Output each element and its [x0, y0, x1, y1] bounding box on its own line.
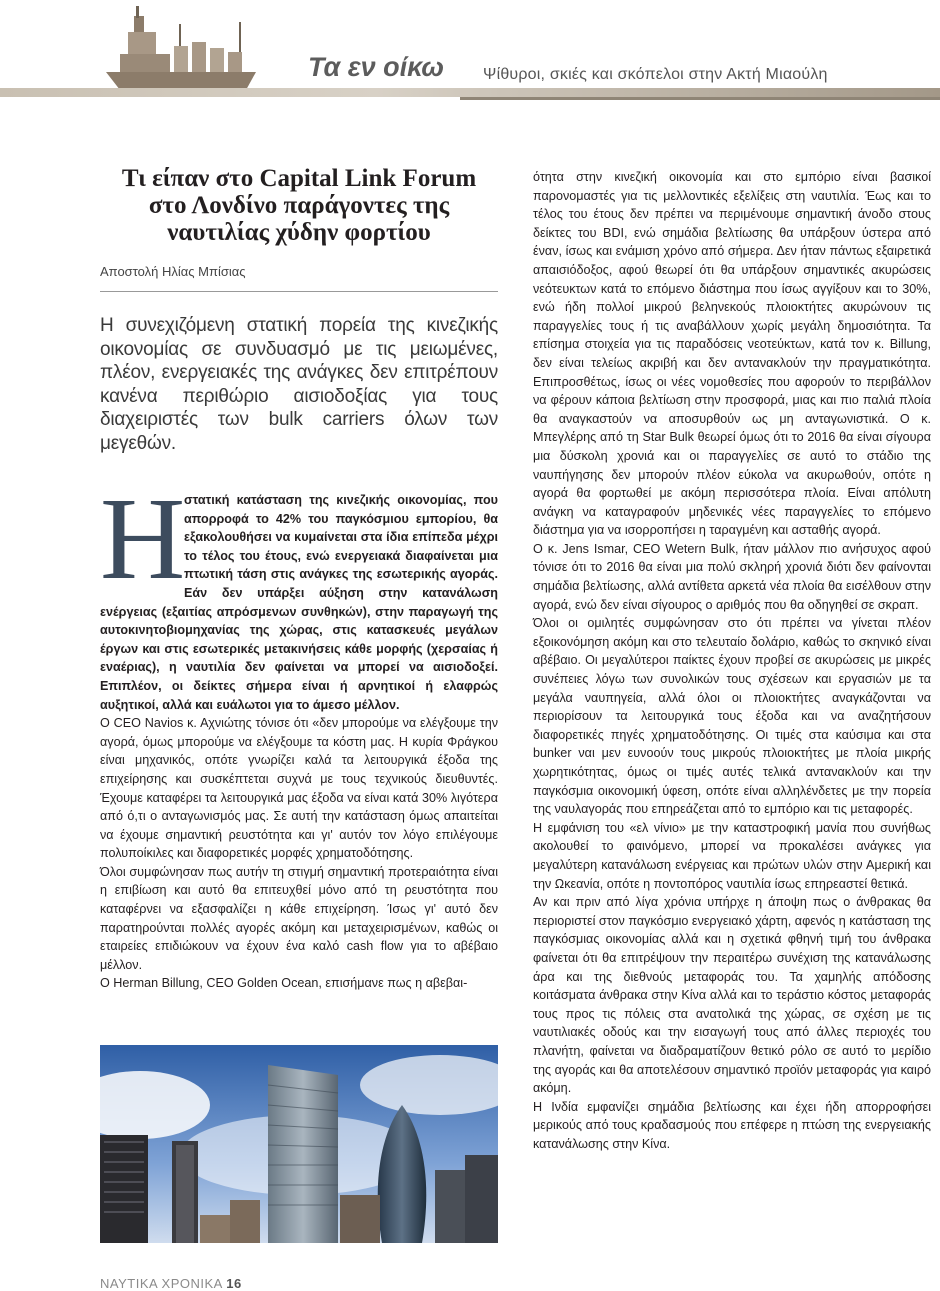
paragraph: Η εμφάνιση του «ελ νίνιο» με την καταστροφική μανία που συνήθως ακολουθεί το φαινόμενο, μπορεί να προκαλέσει ανάγκες για μεγαλύτερη κατανάλωση ενέργειας και πρώτων υλών στην Αμερική και την Ωκεανία, οπότε η ποντοπόρος ναυτιλία ίσως επηρεαστεί θετικά. [533, 820, 931, 891]
paragraph: Ο Herman Billung, CEO Golden Ocean, επισήμανε πως η αβεβαι- [100, 976, 468, 991]
header-underline [460, 97, 940, 100]
left-column [100, 165, 498, 993]
paragraph: Αν και πριν από λίγα χρόνια υπήρχε η άποψη πως ο άνθρακας θα περιοριστεί στον παγκόσμιο ενεργειακό χάρτη, αφενός η κατάσταση της παγκόσμιας οικονομίας αλλά και η σχετικά φθηνή τιμή του άνθρακα φαίνεται ότι θα επιτρέψουν την περαιτέρω συνέχιση της κατανάλωσης άρα και της διεθνούς μεταφοράς του. Τα χαμηλής απόδοσης κοιτάσματα άνθρακα στην Κίνα αλλά και το τεράστιο κόστος μεταφοράς τους προς τις πόλεις στα ανατολικά της χώρας, σε σχέση με τις ναυτιλιακές οδούς και την εισαγωγή τους από άλλες περιοχές του πλανήτη, φαίνεται να διαδραματίζουν θετικό ρόλο σε αυτό το μερίδιο της αγοράς και θα αποτελέσουν σημαντικό προϊόν μεταφοράς για καιρό ακόμη. [533, 895, 931, 1096]
page-header [0, 0, 940, 100]
section-subtitle: Ψίθυροι, σκιές και σκόπελοι στην Ακτή Μιαούλη [483, 66, 828, 83]
paragraph: Ο κ. Jens Ismar, CEO Wetern Bulk, ήταν μάλλον πιο ανήσυχος αφού τόνισε ότι το 2016 θα είναι μια πολύ σκληρή χρονιά διότι δεν φαίνονται σημάδια βελτίωσης, αλλά αντίθετα αρκετά νέα πλοία θα εισέλθουν στην αγορά, ενώ δεν είναι σίγουρος ο αριθμός που θα οδηγηθεί σε σκραπ. [533, 541, 931, 612]
article-body-left [100, 473, 498, 993]
magazine-name: ΝΑΥΤΙΚΑ ΧΡΟΝΙΚΑ [100, 1276, 223, 1291]
intro-paragraph [100, 473, 498, 714]
article-title: Τι είπαν στο Capital Link Forum στο Λονδίνο παράγοντες της ναυτιλίας χύδην φορτίου [121, 165, 477, 246]
city-skyline-photo [100, 1045, 498, 1243]
paragraph: Όλοι συμφώνησαν πως αυτήν τη στιγμή σημαντική προτεραιότητα είναι η επιβίωση και αυτό θα επιτευχθεί μόνο από τη ρευστότητα που καταφέρνει να εξασφαλίζει η κάθε επιχείρηση. Ίσως γι' αυτό δεν παρατηρούνται πολλές αγορές ακόμη και μεταχειρισμένων, καθώς οι εταιρείες επιδιώκουν να έχουν ένα καλό cash flow για το αβέβαιο μέλλον. [100, 864, 498, 972]
ship-icon [100, 2, 265, 94]
paragraph: Η Ινδία εμφανίζει σημάδια βελτίωσης και έχει ήδη απορροφήσει μερικούς από τους κραδασμούς που επέφερε η πτώση της ενεργειακής κατανάλωσης στην Κίνα. [533, 1099, 931, 1151]
article-byline: Αποστολή Ηλίας Μπίσιας [100, 264, 246, 279]
right-column [533, 168, 931, 1153]
byline-divider [100, 291, 498, 292]
intro-text: στατική κατάσταση της κινεζικής οικονομίας, που απορροφά το 42% του παγκόσμιου εμπορίου, θα εξακολουθήσει να κυμαίνεται στα ίδια επίπεδα μέχρι το τέλος του έτους, ενώ ενεργειακά διαφαίνεται μια πτωτική τάση στις ανάγκες της εσωτερικής αγοράς. Εάν δεν υπάρξει αύξηση στην κατανάλωση ενέργειας (εξαιτίας απρόσμενων συνθηκών), στην παραγωγή της αυτοκινητοβιομηχανίας της χώρας, στις κατασκευές μεγάλων έργων και στις εσωτερικές μετακινήσεις κάθε μορφής (χερσαίας ή εναέριας), η ναυτιλία δεν φαίνεται να μπορεί να αισιοδοξεί. Επιπλέον, οι δείκτες σήμερα είναι ή αρνητικοί ή ελαφρώς αυξητικοί, αλλά και ευάλωτοι για το άμεσο μέλλον. [100, 493, 498, 712]
paragraph: Ο CEO Navios κ. Αχνιώτης τόνισε ότι «δεν μπορούμε να ελέγξουμε την αγορά, όμως μπορούμε να ελέγξουμε τα κόστη μας. Η κυρία Φράγκου είναι μηχανικός, οπότε γνωρίζει καλά τα λειτουργικά έξοδα της επιχείρησης και συσκέπτεται συχνά με τους τεχνικούς διευθυντές. Έχουμε καταφέρει τα λειτουργικά μας έξοδα να είναι κατά 30% λιγότερα από ό,τι ο ανταγωνισμός μας. Σε αυτή την κατάσταση όμως απαιτείται να έχουμε σημαντική ρευστότητα και γι' αυτόν τον λόγο επιλέγουμε πολυποίκιλες και διαφορετικές μορφές χρηματοδότησης. [100, 716, 498, 861]
page-number: 16 [226, 1276, 242, 1291]
article-lead: Η συνεχιζόμενη στατική πορεία της κινεζικής οικονομίας σε συνδυασμό με τις μειωμένες, πλέον, ενεργειακές της ανάγκες δεν επιτρέπουν κανένα περιθώριο αισιοδοξίας για τους διαχειριστές των bulk carriers όλων των μεγεθών. [100, 315, 498, 454]
paragraph: ότητα στην κινεζική οικονομία και στο εμπόριο είναι βασικοί παρονομαστές για τις μελλοντικές εξελίξεις στη ναυτιλία. Έως και το τέλος του έτους δεν πρέπει να περιμένουμε σημαντική άνοδο στους δείκτες του BDI, ενώ σημάδια βελτίωσης θα υπάρξουν ύστερα από έναν, ίσως και ενάμιση χρόνο από σήμερα. Δεν ήταν πάντως εξαιρετικά απαισιόδοξος, αφού θεωρεί ότι θα υπάρξουν σημαντικές ακυρώσεις νεότευκτων κατά το επόμενο διάστημα που ίσως αγγίξουν και το 30%, ενώ ήδη πολλοί μικρού βεληνεκούς πλοιοκτήτες ακυρώνουν τις παραγγελίες τους ή τις αναβάλλουν χωρίς μεγάλη δημοσιότητα. Τα επίσημα στοιχεία για τις παραδόσεις νεοτεύκτων, κατά τον κ. Billung, δεν είναι τελείως ακριβή και δεν αντανακλούν την πραγματικότητα. Επιπροσθέτως, ίσως οι νέες νομοθεσίες που αφορούν το περιβάλλον να φέρουν κάποια βελτίωση στην προσφορά, μιας και πιο παλιά πλοία θα αναγκαστούν να αποσυρθούν ως μη ανταγωνιστικά. Ο κ. Μπεγλέρης από τη Star Bulk θεωρεί όμως ότι το 2016 θα είναι σίγουρα μια δύσκολη χρονιά και οι παραγγελίες σε αυτό το στάδιο της ναυπήγησης δεν μπορούν πλέον εύκολα να ακυρωθούν, οπότε η αγορά θα φορτωθεί με ακόμη περισσότερα πλοία. Είναι απόλυτη ανάγκη να καταγραφούν μηδενικές νέες παραγγελίες το επόμενο διάστημα για να ισορροπήσει η ταραγμένη και ασταθής αγορά. [533, 170, 931, 538]
paragraph: Όλοι οι ομιλητές συμφώνησαν στο ότι πρέπει να γίνεται πλέον εξοικονόμηση ακόμη και στο τελευταίο δολάριο, καθώς το σκηνικό είναι αβέβαιο. Οι μεγαλύτεροι παίκτες έχουν προβεί σε ακυρώσεις με μικρές συνέπειες λόγω των συνολικών τους σχέσεων και εργασιών με τα μεγάλα ναυπηγεία, αλλά όλοι οι πλοιοκτήτες αναγκάζονται να περιορίσουν τα λειτουργικά τους έξοδα και να αναζητήσουν διαφορετικές πηγές χρηματοδότησης. Οι τιμές στα καύσιμα και στα bunker ναι μεν ευνοούν τους μικρούς πλοιοκτήτες με πλοία μικρής χωρητικότητας, όμως οι τιμές αυτές τελικά αντανακλούν και την παγκόσμια οικονομική ύφεση, οπότε είναι αλληλένδετες με την πορεία της ναυλαγοράς που επηρεάζεται από το εμπόριο και τις μεταφορές. [533, 616, 931, 817]
header-band [0, 88, 940, 97]
drop-cap: Η [100, 473, 186, 604]
page-footer [100, 1276, 242, 1291]
section-title: Τα εν οίκω [308, 52, 444, 82]
